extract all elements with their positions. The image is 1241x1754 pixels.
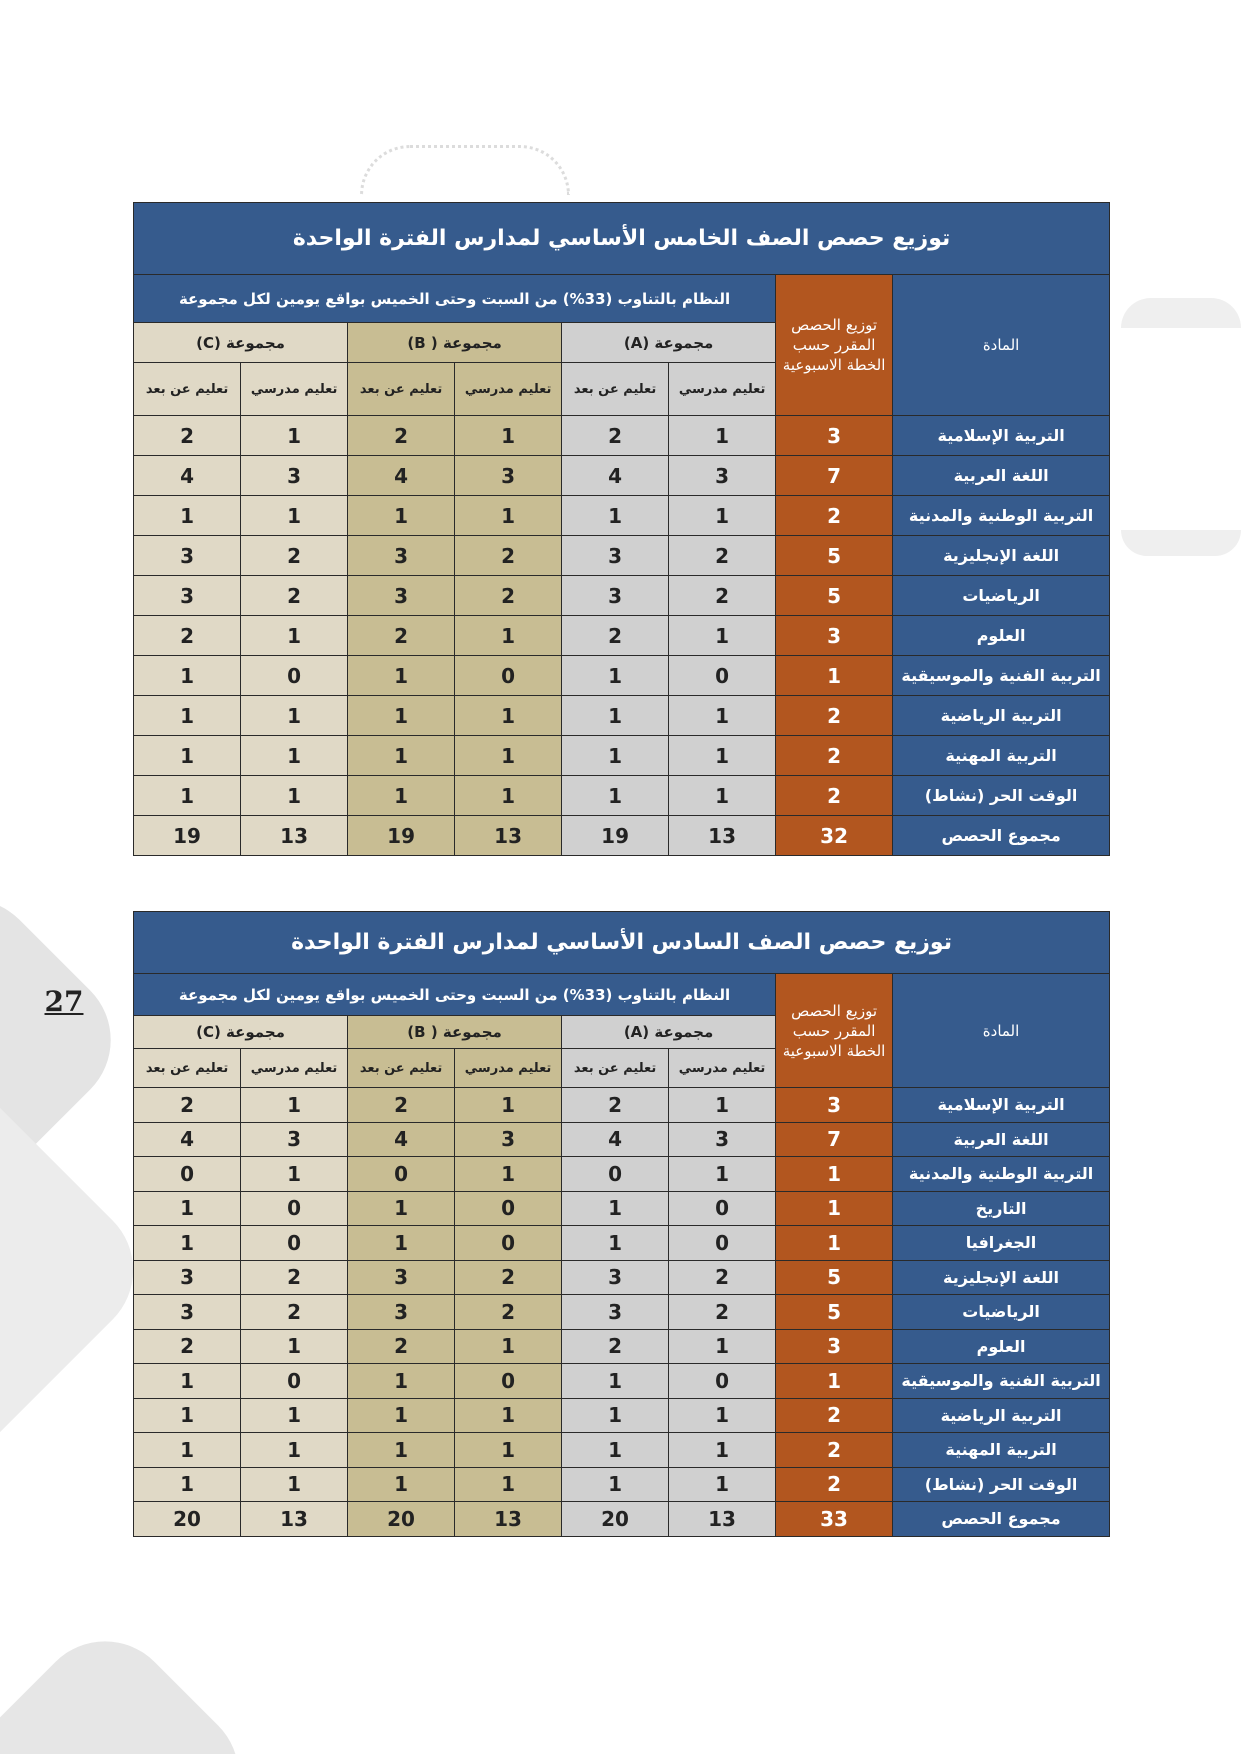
group-a-remote-cell: 1 [562,1467,669,1502]
group-c-school-cell: 0 [241,1191,348,1226]
group-c-school-cell: 1 [241,1088,348,1123]
subject-cell: الجغرافيا [893,1226,1110,1261]
group-a-remote-cell: 4 [562,456,669,496]
group-a-school-cell: 3 [669,456,776,496]
group-a-remote-cell: 1 [562,656,669,696]
group-b-school-cell: 1 [455,416,562,456]
group-a-school-cell: 1 [669,616,776,656]
table-row [134,576,1110,616]
group-c-remote-cell: 1 [134,1433,241,1468]
group-b-school-cell: 1 [455,616,562,656]
group-c-remote-cell: 19 [134,816,241,856]
group-b-school-cell: 2 [455,1295,562,1330]
weekly-plan-cell: 7 [776,456,893,496]
group-a-school-cell: 1 [669,1157,776,1192]
subject-cell: التربية الرياضية [893,696,1110,736]
group-a-school-cell: 0 [669,656,776,696]
table-row [134,816,1110,856]
group-b-school-cell: 2 [455,1260,562,1295]
group-c-school-cell: 1 [241,1329,348,1364]
group-c-remote-cell: 1 [134,1398,241,1433]
group-c-remote-cell: 3 [134,576,241,616]
weekly-plan-cell: 2 [776,1433,893,1468]
group-a-remote-header: تعليم عن بعد [562,363,669,416]
group-a-remote-cell: 3 [562,1260,669,1295]
group-b-header: مجموعة ( B) [348,323,562,363]
group-c-school-cell: 0 [241,1364,348,1399]
group-a-school-cell: 2 [669,1295,776,1330]
group-b-school-header: تعليم مدرسي [455,1049,562,1088]
group-b-remote-cell: 2 [348,1329,455,1364]
weekly-plan-cell: 2 [776,1398,893,1433]
group-a-school-cell: 1 [669,1467,776,1502]
weekly-plan-cell: 32 [776,816,893,856]
group-c-remote-cell: 3 [134,536,241,576]
table-row [134,1088,1110,1123]
group-c-remote-cell: 2 [134,416,241,456]
group-b-remote-cell: 1 [348,1398,455,1433]
group-b-remote-cell: 1 [348,736,455,776]
weekly-plan-cell: 1 [776,656,893,696]
table-row [134,1398,1110,1433]
group-b-school-cell: 1 [455,1088,562,1123]
group-a-remote-header: تعليم عن بعد [562,1049,669,1088]
weekly-plan-cell: 5 [776,536,893,576]
table-row [134,696,1110,736]
subject-cell: اللغة الإنجليزية [893,1260,1110,1295]
table-title: توزيع حصص الصف الخامس الأساسي لمدارس الفترة الواحدة [134,203,1110,275]
table-row [134,1433,1110,1468]
group-a-remote-cell: 2 [562,1329,669,1364]
weekly-plan-cell: 2 [776,496,893,536]
subject-cell: التاريخ [893,1191,1110,1226]
subject-cell: اللغة الإنجليزية [893,536,1110,576]
group-b-school-cell: 13 [455,816,562,856]
group-a-header: مجموعة (A) [562,323,776,363]
group-a-school-cell: 2 [669,1260,776,1295]
weekly-plan-cell: 5 [776,1295,893,1330]
group-a-school-header: تعليم مدرسي [669,1049,776,1088]
group-c-school-cell: 3 [241,1122,348,1157]
weekly-plan-cell: 3 [776,616,893,656]
table-row [134,776,1110,816]
group-c-school-cell: 1 [241,1157,348,1192]
weekly-plan-cell: 1 [776,1226,893,1261]
table-row [134,496,1110,536]
group-c-school-cell: 0 [241,1226,348,1261]
group-b-remote-cell: 1 [348,1191,455,1226]
group-c-school-cell: 2 [241,1260,348,1295]
group-b-remote-cell: 4 [348,1122,455,1157]
group-b-school-cell: 3 [455,456,562,496]
table-row [134,456,1110,496]
group-c-remote-cell: 1 [134,1467,241,1502]
group-b-school-cell: 1 [455,1398,562,1433]
group-b-remote-cell: 1 [348,776,455,816]
group-a-school-cell: 0 [669,1191,776,1226]
group-c-remote-cell: 2 [134,1088,241,1123]
group-c-header: مجموعة (C) [134,1016,348,1049]
group-a-school-cell: 1 [669,696,776,736]
table-row [134,616,1110,656]
group-b-remote-cell: 3 [348,1260,455,1295]
group-b-remote-cell: 2 [348,416,455,456]
group-a-school-cell: 1 [669,1433,776,1468]
group-c-remote-header: تعليم عن بعد [134,363,241,416]
group-a-remote-cell: 3 [562,576,669,616]
weekly-plan-cell: 1 [776,1191,893,1226]
group-a-remote-cell: 0 [562,1157,669,1192]
group-a-remote-cell: 1 [562,736,669,776]
group-b-school-cell: 3 [455,1122,562,1157]
weekly-plan-cell: 3 [776,1088,893,1123]
group-a-remote-cell: 1 [562,1364,669,1399]
decorative-wave-right-lower [1121,530,1241,556]
group-c-school-cell: 13 [241,1502,348,1537]
group-b-remote-cell: 0 [348,1157,455,1192]
group-a-remote-cell: 2 [562,1088,669,1123]
page-number: 27 [44,985,84,1018]
group-a-remote-cell: 1 [562,1433,669,1468]
group-b-school-cell: 1 [455,1433,562,1468]
group-c-school-cell: 1 [241,1398,348,1433]
group-c-school-cell: 1 [241,1433,348,1468]
group-a-remote-cell: 1 [562,696,669,736]
group-b-remote-cell: 2 [348,616,455,656]
weekly-plan-cell: 1 [776,1157,893,1192]
group-b-remote-cell: 2 [348,1088,455,1123]
group-b-school-cell: 1 [455,1329,562,1364]
weekly-plan-cell: 2 [776,696,893,736]
group-b-school-cell: 1 [455,496,562,536]
group-a-remote-cell: 1 [562,1191,669,1226]
table-row [134,1157,1110,1192]
weekly-plan-cell: 2 [776,1467,893,1502]
group-b-remote-cell: 4 [348,456,455,496]
weekly-plan-column-header: توزيع الحصص المقرر حسب الخطة الاسبوعية [776,974,893,1088]
group-c-school-cell: 1 [241,776,348,816]
group-a-school-cell: 0 [669,1364,776,1399]
group-b-school-cell: 1 [455,1467,562,1502]
group-c-school-header: تعليم مدرسي [241,1049,348,1088]
group-a-remote-cell: 1 [562,496,669,536]
table-row [134,1502,1110,1537]
group-a-remote-cell: 19 [562,816,669,856]
group-b-remote-cell: 1 [348,496,455,536]
schedule-table-grade6 [133,911,1110,1537]
subject-cell: اللغة العربية [893,1122,1110,1157]
group-b-remote-cell: 1 [348,696,455,736]
group-c-remote-cell: 1 [134,1191,241,1226]
group-b-remote-header: تعليم عن بعد [348,363,455,416]
weekly-plan-cell: 33 [776,1502,893,1537]
group-b-school-cell: 0 [455,656,562,696]
weekly-plan-column-header: توزيع الحصص المقرر حسب الخطة الاسبوعية [776,275,893,416]
group-b-remote-cell: 1 [348,656,455,696]
group-c-remote-cell: 1 [134,776,241,816]
group-a-remote-cell: 1 [562,776,669,816]
group-a-remote-cell: 2 [562,416,669,456]
group-b-header: مجموعة ( B) [348,1016,562,1049]
table-row [134,1226,1110,1261]
subject-cell: الرياضيات [893,1295,1110,1330]
weekly-plan-cell: 2 [776,736,893,776]
group-a-school-cell: 2 [669,536,776,576]
subject-cell: التربية الإسلامية [893,416,1110,456]
group-c-remote-cell: 0 [134,1157,241,1192]
weekly-plan-cell: 3 [776,1329,893,1364]
group-b-school-cell: 1 [455,776,562,816]
group-b-remote-cell: 3 [348,536,455,576]
group-c-remote-cell: 3 [134,1295,241,1330]
group-b-remote-cell: 3 [348,576,455,616]
group-c-remote-cell: 20 [134,1502,241,1537]
table-row [134,1122,1110,1157]
table-row [134,736,1110,776]
subject-cell: التربية الفنية والموسيقية [893,1364,1110,1399]
table-row [134,1329,1110,1364]
table-row [134,1191,1110,1226]
decorative-wave-right [1121,298,1241,328]
group-a-remote-cell: 3 [562,1295,669,1330]
schedule-table-grade5 [133,202,1110,856]
group-a-remote-cell: 4 [562,1122,669,1157]
subject-cell: مجموع الحصص [893,816,1110,856]
group-b-remote-cell: 1 [348,1364,455,1399]
subject-cell: التربية الوطنية والمدنية [893,496,1110,536]
subject-cell: التربية المهنية [893,1433,1110,1468]
group-c-school-cell: 2 [241,576,348,616]
group-c-school-cell: 1 [241,416,348,456]
group-c-school-cell: 13 [241,816,348,856]
group-a-school-cell: 13 [669,1502,776,1537]
group-c-remote-cell: 1 [134,736,241,776]
subject-cell: التربية الفنية والموسيقية [893,656,1110,696]
group-b-school-cell: 0 [455,1364,562,1399]
group-c-header: مجموعة (C) [134,323,348,363]
group-a-school-cell: 1 [669,416,776,456]
group-b-school-cell: 2 [455,576,562,616]
subject-cell: مجموع الحصص [893,1502,1110,1537]
group-c-remote-cell: 1 [134,656,241,696]
group-c-remote-cell: 1 [134,496,241,536]
group-c-remote-header: تعليم عن بعد [134,1049,241,1088]
group-b-school-cell: 1 [455,736,562,776]
group-b-remote-cell: 1 [348,1433,455,1468]
group-a-school-cell: 1 [669,1329,776,1364]
group-c-school-cell: 1 [241,736,348,776]
group-c-school-cell: 1 [241,1467,348,1502]
group-c-remote-cell: 4 [134,456,241,496]
table-row [134,1295,1110,1330]
table-row [134,536,1110,576]
group-b-remote-cell: 3 [348,1295,455,1330]
weekly-plan-cell: 2 [776,776,893,816]
subject-cell: التربية الرياضية [893,1398,1110,1433]
rotation-system-header: النظام بالتناوب (33%) من السبت وحتى الخميس بواقع يومين لكل مجموعة [134,974,776,1016]
weekly-plan-cell: 3 [776,416,893,456]
subject-cell: الوقت الحر (نشاط) [893,1467,1110,1502]
weekly-plan-cell: 5 [776,576,893,616]
group-b-remote-cell: 20 [348,1502,455,1537]
group-a-remote-cell: 2 [562,616,669,656]
decorative-diamond-left-bottom [0,1612,268,1754]
table-row [134,1260,1110,1295]
group-b-remote-cell: 19 [348,816,455,856]
group-c-remote-cell: 3 [134,1260,241,1295]
group-a-school-cell: 1 [669,736,776,776]
group-c-school-cell: 2 [241,1295,348,1330]
group-b-remote-header: تعليم عن بعد [348,1049,455,1088]
group-a-school-cell: 2 [669,576,776,616]
group-c-school-cell: 1 [241,496,348,536]
subject-cell: اللغة العربية [893,456,1110,496]
group-c-remote-cell: 2 [134,616,241,656]
table-title: توزيع حصص الصف السادس الأساسي لمدارس الفترة الواحدة [134,912,1110,974]
group-c-remote-cell: 4 [134,1122,241,1157]
group-c-remote-cell: 1 [134,1226,241,1261]
group-a-school-header: تعليم مدرسي [669,363,776,416]
group-c-school-header: تعليم مدرسي [241,363,348,416]
group-c-school-cell: 0 [241,656,348,696]
group-a-school-cell: 1 [669,1088,776,1123]
group-b-school-header: تعليم مدرسي [455,363,562,416]
subject-cell: التربية المهنية [893,736,1110,776]
subject-cell: الوقت الحر (نشاط) [893,776,1110,816]
subject-cell: التربية الإسلامية [893,1088,1110,1123]
group-c-school-cell: 1 [241,616,348,656]
subject-cell: العلوم [893,616,1110,656]
group-a-remote-cell: 3 [562,536,669,576]
group-b-school-cell: 1 [455,1157,562,1192]
group-a-school-cell: 13 [669,816,776,856]
group-c-remote-cell: 1 [134,696,241,736]
group-b-school-cell: 13 [455,1502,562,1537]
weekly-plan-cell: 1 [776,1364,893,1399]
table-row [134,656,1110,696]
group-c-remote-cell: 2 [134,1329,241,1364]
group-b-school-cell: 1 [455,696,562,736]
group-a-school-cell: 0 [669,1226,776,1261]
subject-cell: التربية الوطنية والمدنية [893,1157,1110,1192]
rotation-system-header: النظام بالتناوب (33%) من السبت وحتى الخميس بواقع يومين لكل مجموعة [134,275,776,323]
weekly-plan-cell: 5 [776,1260,893,1295]
weekly-plan-cell: 7 [776,1122,893,1157]
group-c-school-cell: 1 [241,696,348,736]
group-a-school-cell: 3 [669,1122,776,1157]
group-b-remote-cell: 1 [348,1467,455,1502]
group-b-school-cell: 2 [455,536,562,576]
group-a-school-cell: 1 [669,776,776,816]
group-a-school-cell: 1 [669,496,776,536]
group-a-remote-cell: 1 [562,1226,669,1261]
group-a-header: مجموعة (A) [562,1016,776,1049]
subject-cell: العلوم [893,1329,1110,1364]
table-row [134,1364,1110,1399]
group-b-remote-cell: 1 [348,1226,455,1261]
subject-column-header: المادة [893,275,1110,416]
group-c-school-cell: 3 [241,456,348,496]
group-b-school-cell: 0 [455,1191,562,1226]
subject-column-header: المادة [893,974,1110,1088]
group-c-remote-cell: 1 [134,1364,241,1399]
decorative-ornament-top [360,145,570,195]
group-c-school-cell: 2 [241,536,348,576]
group-b-school-cell: 0 [455,1226,562,1261]
group-a-remote-cell: 20 [562,1502,669,1537]
subject-cell: الرياضيات [893,576,1110,616]
group-a-remote-cell: 1 [562,1398,669,1433]
table-row [134,416,1110,456]
table-row [134,1467,1110,1502]
group-a-school-cell: 1 [669,1398,776,1433]
